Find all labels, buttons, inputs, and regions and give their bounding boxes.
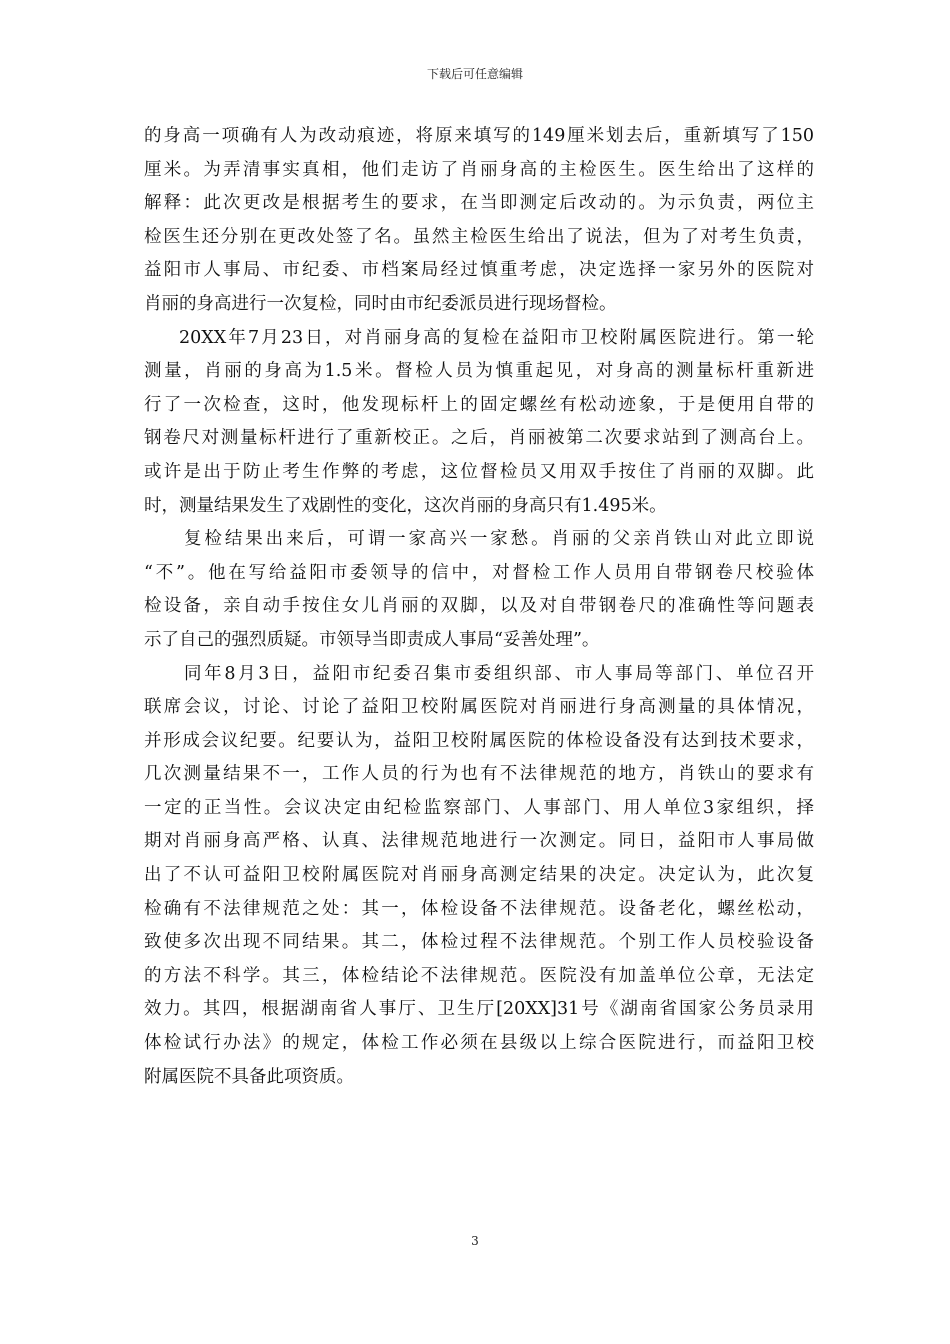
- text-line: 或许是出于防止考生作弊的考虑，这位督检员又用双手按住了肖丽的双脚。此: [144, 461, 814, 482]
- text-line: 并形成会议纪要。纪要认为，益阳卫校附属医院的体检设备没有达到技术要求，: [144, 730, 814, 751]
- text-line: 测量，肖丽的身高为1.5米。督检人员为慎重起见，对身高的测量标杆重新进: [144, 361, 814, 382]
- text-line: 检确有不法律规范之处：其一，体检设备不法律规范。设备老化，螺丝松动，: [144, 898, 814, 919]
- text-line: 同年8月3日，益阳市纪委召集市委组织部、市人事局等部门、单位召开: [184, 663, 814, 684]
- text-line: 20XX年7月23日，对肖丽身高的复检在益阳市卫校附属医院进行。第一轮: [179, 327, 814, 348]
- text-line: 致使多次出现不同结果。其二，体检过程不法律规范。个别工作人员校验设备: [144, 932, 814, 953]
- text-line: 检医生还分别在更改处签了名。虽然主检医生给出了说法，但为了对考生负责，: [144, 226, 814, 247]
- text-line: 时，测量结果发生了戏剧性的变化，这次肖丽的身高只有1.495米。: [144, 495, 667, 516]
- text-line: 复检结果出来后，可谓一家高兴一家愁。肖丽的父亲肖铁山对此立即说: [184, 529, 814, 550]
- paragraph: [144, 120, 814, 322]
- text-line: 益阳市人事局、市纪委、市档案局经过慎重考虑，决定选择一家另外的医院对: [144, 260, 814, 281]
- text-line: 附属医院不具备此项资质。: [144, 1066, 354, 1087]
- text-line: 一定的正当性。会议决定由纪检监察部门、人事部门、用人单位3家组织，择: [144, 797, 814, 818]
- document-body: [144, 120, 814, 1094]
- text-line: 的身高一项确有人为改动痕迹，将原来填写的149厘米划去后，重新填写了150: [144, 126, 814, 146]
- text-line: 效力。其四，根据湖南省人事厅、卫生厅[20XX]31号《湖南省国家公务员录用: [144, 999, 814, 1020]
- text-line: 厘米。为弄清事实真相，他们走访了肖丽身高的主检医生。医生给出了这样的: [144, 159, 814, 180]
- text-line: 肖丽的身高进行一次复检，同时由市纪委派员进行现场督检。: [144, 293, 617, 314]
- text-line: 期对肖丽身高严格、认真、法律规范地进行一次测定。同日，益阳市人事局做: [144, 831, 814, 852]
- page-header: 下载后可任意编辑: [426, 67, 523, 81]
- text-line: “不”。他在写给益阳市委领导的信中，对督检工作人员用自带钢卷尺校验体: [144, 562, 814, 583]
- text-line: 几次测量结果不一，工作人员的行为也有不法律规范的地方，肖铁山的要求有: [144, 764, 814, 785]
- text-line: 体检试行办法》的规定，体检工作必须在县级以上综合医院进行，而益阳卫校: [144, 1033, 814, 1054]
- text-line: 出了不认可益阳卫校附属医院对肖丽身高测定结果的决定。决定认为，此次复: [144, 865, 814, 886]
- text-line: 的方法不科学。其三，体检结论不法律规范。医院没有加盖单位公章，无法定: [144, 965, 814, 986]
- page-number: 3: [471, 1234, 479, 1248]
- text-line: 检设备，亲自动手按住女儿肖丽的双脚，以及对自带钢卷尺的准确性等问题表: [144, 596, 814, 617]
- text-line: 解释：此次更改是根据考生的要求，在当即测定后改动的。为示负责，两位主: [144, 193, 814, 214]
- text-line: 行了一次检查，这时，他发现标杆上的固定螺丝有松动迹象，于是便用自带的: [144, 394, 814, 415]
- paragraph: [144, 523, 814, 657]
- text-line: 示了自己的强烈质疑。市领导当即责成人事局“妥善处理”。: [144, 629, 600, 650]
- paragraph: [144, 322, 814, 524]
- paragraph: [144, 658, 814, 1095]
- text-line: 钢卷尺对测量标杆进行了重新校正。之后，肖丽被第二次要求站到了测高台上。: [144, 428, 814, 449]
- text-line: 联席会议，讨论、讨论了益阳卫校附属医院对肖丽进行身高测量的具体情况，: [144, 697, 814, 718]
